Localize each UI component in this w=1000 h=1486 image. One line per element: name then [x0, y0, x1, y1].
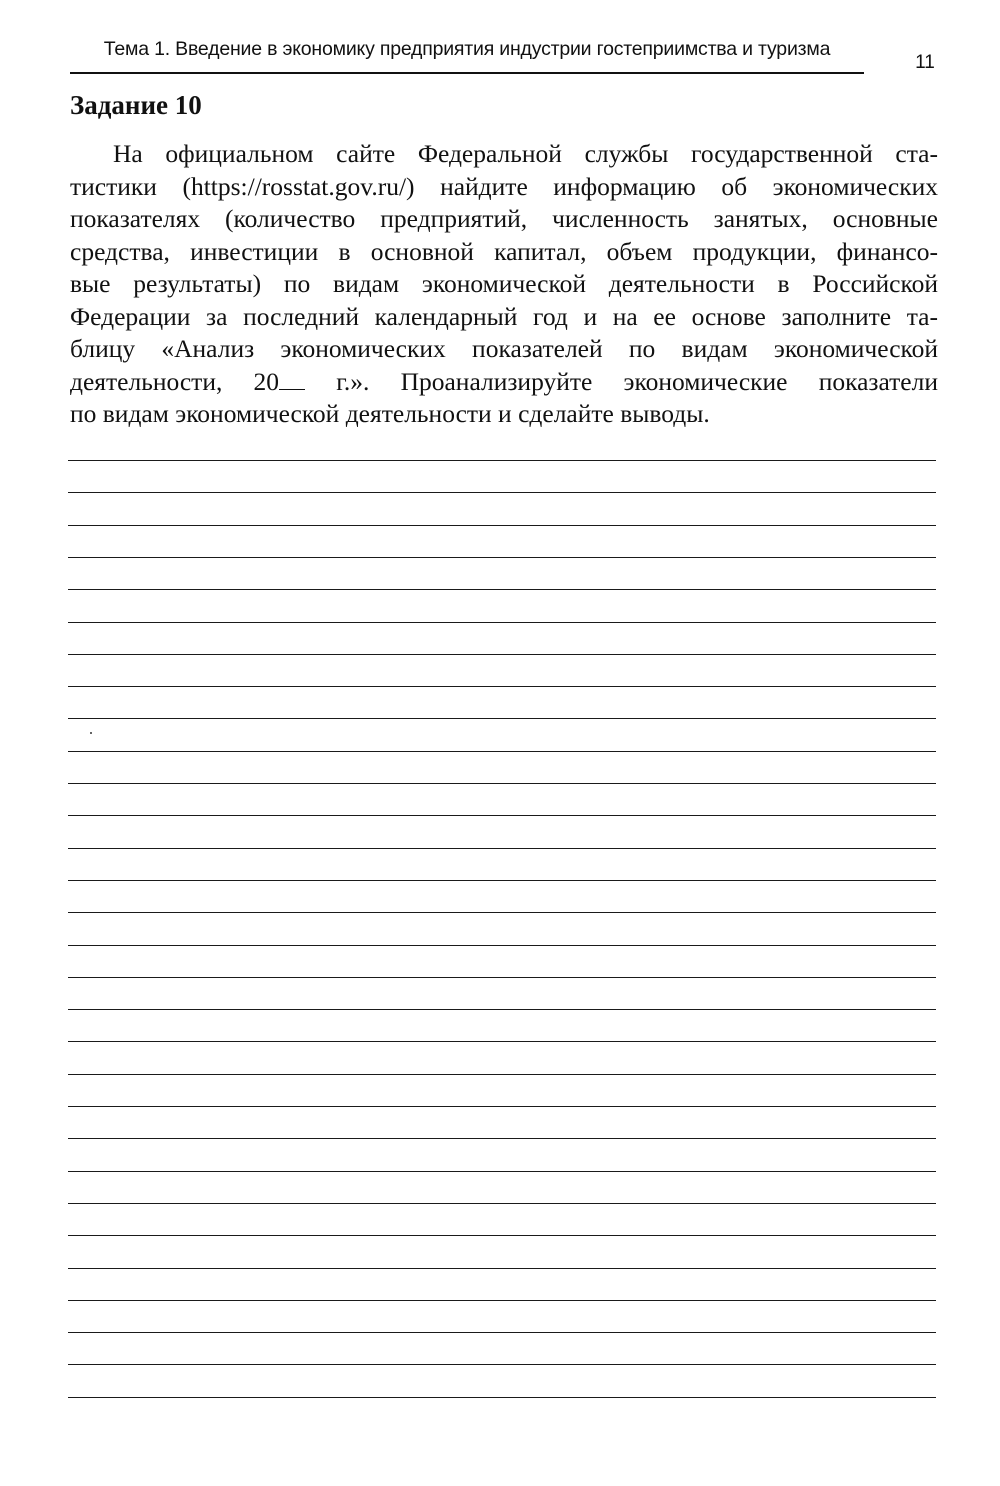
answer-line [68, 880, 936, 881]
task-text-line: средства, инвестиции в основной капитал, объем продукции, финансо- [70, 236, 938, 266]
answer-line [68, 977, 936, 978]
answer-line [68, 1364, 936, 1365]
task-text-line: по видам экономической деятельности и сделайте выводы. [70, 399, 710, 428]
answer-line [68, 1235, 936, 1236]
running-header [70, 28, 864, 74]
task-text [70, 138, 938, 431]
answer-line [68, 751, 936, 752]
answer-line [68, 1332, 936, 1333]
task-text-line: тистики (https://rosstat.gov.ru/) найдите информацию об экономических [70, 171, 938, 201]
answer-line [68, 1074, 936, 1075]
answer-line [68, 848, 936, 849]
answer-line [68, 589, 936, 590]
year-blank [279, 367, 305, 390]
answer-line [68, 1106, 936, 1107]
task-text-fragment: г.». Проанализируйте экономические показатели [305, 366, 938, 396]
page-number: 11 [915, 52, 935, 73]
task-title: Задание 10 [70, 90, 202, 120]
task-text-line: вые результаты) по видам экономической деятельности в Российской [70, 269, 938, 298]
answer-line [68, 1138, 936, 1139]
answer-line [68, 1397, 936, 1398]
answer-line [68, 492, 936, 493]
task-text-line: показателях (количество предприятий, численность занятых, основные [70, 204, 938, 233]
task-text-line: На официальном сайте Федеральной службы государственной ста- [113, 139, 938, 168]
answer-line [68, 1268, 936, 1269]
answer-line [68, 654, 936, 655]
answer-line [68, 815, 936, 816]
answer-line [68, 525, 936, 526]
answer-lines-area [68, 440, 936, 1420]
answer-line [68, 460, 936, 461]
task-text-line: блицу «Анализ экономических показателей по видам экономической [70, 334, 938, 363]
task-text-fragment: деятельности, 20 [70, 366, 280, 396]
answer-line [68, 1203, 936, 1204]
answer-line [68, 718, 936, 719]
answer-line [68, 1041, 936, 1042]
answer-line [68, 945, 936, 946]
answer-line [68, 1171, 936, 1172]
answer-line [68, 912, 936, 913]
answer-line [68, 686, 936, 687]
answer-line [68, 783, 936, 784]
stray-dot [90, 732, 92, 734]
task-text-line-with-year-blank [70, 366, 938, 399]
answer-line [68, 1300, 936, 1301]
answer-line [68, 557, 936, 558]
running-header-text: Тема 1. Введение в экономику предприятия индустрии гостеприимства и туризма [103, 38, 831, 60]
answer-line [68, 1009, 936, 1010]
task-text-line: Федерации за последний календарный год и на ее основе заполните та- [70, 301, 938, 331]
answer-line [68, 622, 936, 623]
